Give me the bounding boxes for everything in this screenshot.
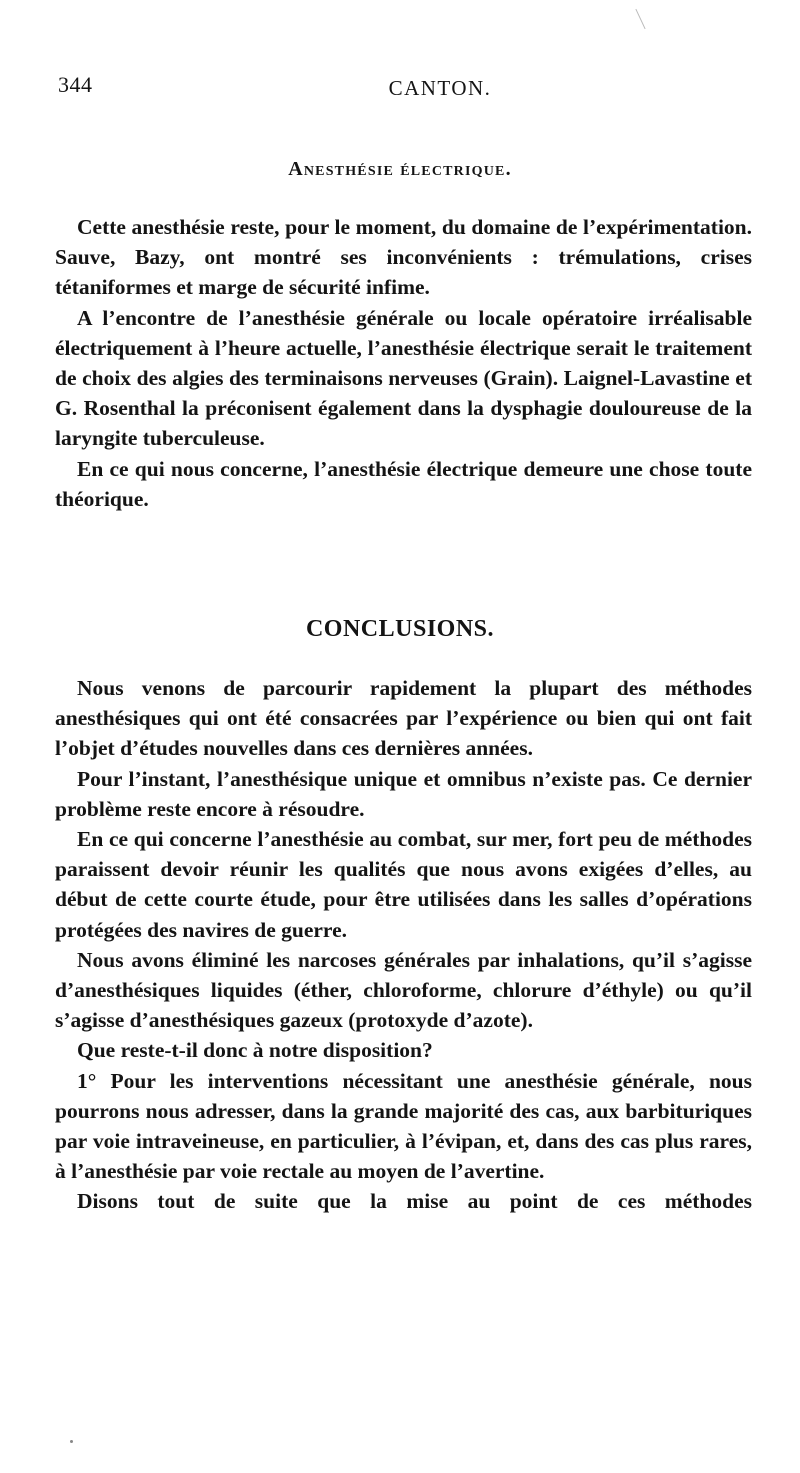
paragraph: Que reste-t-il donc à notre disposition? (77, 1038, 433, 1063)
paragraph: Disons tout de suite que la mise au point de ces méthodes (77, 1189, 752, 1214)
scan-mark (635, 9, 645, 29)
paragraph: Nous avons éliminé les narcoses générales par inhalations, qu’il s’agisse d’anesthésiques liquides (éther, chloroforme, chlorure d’éthyle) ou qu’il s’agisse d’anesthésiques gazeux (protoxyde d’azote). (55, 947, 752, 1033)
conclusions-body (55, 673, 752, 1217)
paragraph: 1° Pour les interventions nécessitant une anesthésie générale, nous pourrons nous adresser, dans la grande majorité des cas, aux barbituriques par voie intraveineuse, en particulier, à l’évipan, et, dans des cas plus rares, à l’anesthésie par voie rectale au moyen de l’avertine. (55, 1068, 752, 1184)
paragraph: Pour l’instant, l’anesthésique unique et omnibus n’existe pas. Ce dernier problème reste encore à résoudre. (55, 766, 752, 821)
running-head: CANTON. (388, 76, 492, 100)
section-title: Anesthésie électrique. (288, 158, 512, 180)
page-header (58, 72, 752, 106)
paragraph: Nous venons de parcourir rapidement la plupart des méthodes anesthésiques qui ont été consacrées par l’expérience ou bien qui ont fait l’objet d’études nouvelles dans ces dernières années. (55, 676, 752, 761)
conclusions-heading: CONCLUSIONS. (305, 616, 495, 642)
paragraph: En ce qui concerne l’anesthésie au combat, sur mer, fort peu de méthodes paraissent devoir réunir les qualités que nous avons exigées d’elles, au début de cette courte étude, pour être utilisées dans les salles d’opérations protégées des navires de guerre. (55, 827, 752, 942)
section-body (55, 212, 752, 514)
paragraph: En ce qui nous concerne, l’anesthésie électrique demeure une chose toute théorique. (55, 456, 752, 511)
paragraph: Cette anesthésie reste, pour le moment, du domaine de l’expérimentation. Sauve, Bazy, ont montré ses inconvénients : trémulations, crises tétaniformes et marge de sécurité infime. (55, 215, 752, 300)
paragraph: A l’encontre de l’anesthésie générale ou locale opératoire irréalisable électriquement à l’heure actuelle, l’anesthésie électrique serait le traitement de choix des algies des terminaisons nerveuses (Grain). Laignel-Lavastine et G. Rosenthal la préconisent également dans la dysphagie douloureuse de la laryngite tuberculeuse. (55, 305, 752, 451)
page-number: 344 (58, 72, 93, 97)
scan-speck (70, 1440, 73, 1443)
